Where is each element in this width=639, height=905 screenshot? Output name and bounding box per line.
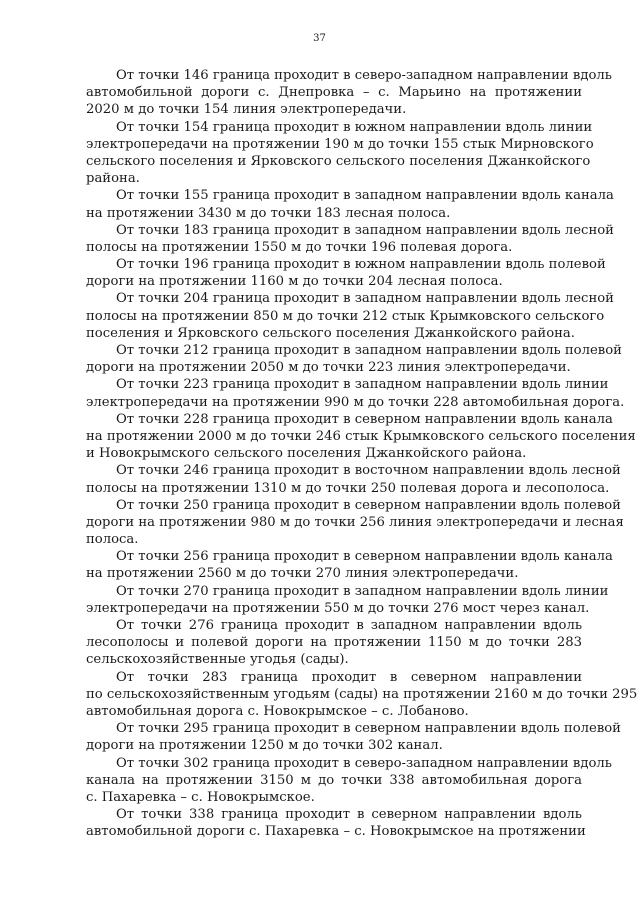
text-line: района. xyxy=(86,171,140,187)
text-line: От точки 250 граница проходит в северном направлении вдоль полевой xyxy=(116,497,621,513)
text-line: От точки 204 граница проходит в западном направлении вдоль лесной xyxy=(116,291,614,307)
text-line: От точки 146 граница проходит в северо-западном направлении вдоль xyxy=(116,68,612,83)
text-line: От точки 338 граница проходит в северном направлении вдоль xyxy=(116,807,582,823)
text-line: по сельскохозяйственным угодьям (сады) на протяжении 2160 м до точки 295 xyxy=(86,686,638,702)
page-number: 37 xyxy=(313,33,326,44)
text-line: От точки 212 граница проходит в западном направлении вдоль полевой xyxy=(116,343,622,358)
paragraph xyxy=(86,720,621,754)
text-line: От точки 256 граница проходит в северном направлении вдоль канала xyxy=(116,549,613,565)
paragraph xyxy=(86,806,586,840)
paragraph xyxy=(86,462,621,496)
text-line: От точки 223 граница проходит в западном направлении вдоль линии xyxy=(116,377,609,393)
paragraph xyxy=(86,290,614,342)
text-line: лесополосы и полевой дороги на протяжении 1150 м до точки 283 xyxy=(86,635,582,651)
text-line: на протяжении 2560 м до точки 270 линия электропередачи. xyxy=(86,566,519,582)
text-line: на протяжении 3430 м до точки 183 лесная полоса. xyxy=(86,205,451,221)
paragraph xyxy=(86,755,612,807)
text-line: полосы на протяжении 1310 м до точки 250 полевая дорога и лесополоса. xyxy=(86,480,610,496)
text-line: От точки 154 граница проходит в южном направлении вдоль линии xyxy=(116,119,593,135)
paragraph xyxy=(86,222,614,256)
paragraph xyxy=(86,669,638,721)
text-line: дороги на протяжении 1250 м до точки 302 канал. xyxy=(86,738,443,754)
text-line: От точки 246 граница проходит в восточном направлении вдоль лесной xyxy=(116,463,621,479)
document-body xyxy=(86,67,638,840)
text-line: От точки 276 граница проходит в западном направлении вдоль xyxy=(116,618,582,633)
text-line: автомобильной дороги с. Днепровка – с. Марьино на протяжении xyxy=(86,85,582,101)
paragraph xyxy=(86,67,612,119)
text-line: электропередачи на протяжении 990 м до точки 228 автомобильная дорога. xyxy=(86,394,625,410)
paragraph xyxy=(86,342,622,376)
text-line: От точки 183 граница проходит в западном направлении вдоль лесной xyxy=(116,222,614,238)
text-line: и Новокрымского сельского поселения Джанкойского района. xyxy=(86,446,527,462)
paragraph xyxy=(86,187,614,221)
paragraph xyxy=(86,256,606,290)
text-line: дороги на протяжении 980 м до точки 256 линия электропередачи и лесная xyxy=(86,514,624,530)
text-line: сельскохозяйственные угодья (сады). xyxy=(86,652,349,668)
paragraph xyxy=(86,411,636,463)
text-line: От точки 228 граница проходит в северном направлении вдоль канала xyxy=(116,411,613,427)
text-line: поселения и Ярковского сельского поселения Джанкойского района. xyxy=(86,325,575,341)
text-line: с. Пахаревка – с. Новокрымское. xyxy=(86,789,315,805)
text-line: От точки 295 граница проходит в северном направлении вдоль полевой xyxy=(116,721,621,737)
paragraph xyxy=(86,497,624,549)
paragraph xyxy=(86,548,613,582)
text-line: От точки 270 граница проходит в западном направлении вдоль линии xyxy=(116,583,609,599)
text-line: сельского поселения и Ярковского сельского поселения Джанкойского xyxy=(86,153,591,169)
paragraph xyxy=(86,376,625,410)
text-line: на протяжении 2000 м до точки 246 стык Крымковского сельского поселения xyxy=(86,428,636,444)
text-line: 2020 м до точки 154 линия электропередачи. xyxy=(86,102,407,118)
paragraph xyxy=(86,617,582,669)
text-line: полосы на протяжении 850 м до точки 212 стык Крымковского сельского xyxy=(86,308,605,324)
text-line: автомобильной дороги с. Пахаревка – с. Новокрымское на протяжении xyxy=(86,824,586,840)
paragraph xyxy=(86,119,594,188)
text-line: полоса. xyxy=(86,532,139,548)
text-line: От точки 283 граница проходит в северном направлении xyxy=(116,669,582,685)
text-line: электропередачи на протяжении 550 м до точки 276 мост через канал. xyxy=(86,600,590,616)
text-line: От точки 196 граница проходит в южном направлении вдоль полевой xyxy=(116,257,606,273)
paragraph xyxy=(86,583,609,617)
text-line: полосы на протяжении 1550 м до точки 196 полевая дорога. xyxy=(86,239,513,255)
text-line: электропередачи на протяжении 190 м до точки 155 стык Мирновского xyxy=(86,136,594,152)
text-line: дороги на протяжении 2050 м до точки 223 линия электропередачи. xyxy=(86,360,571,376)
text-line: автомобильная дорога с. Новокрымское – с. Лобаново. xyxy=(86,703,469,719)
text-line: канала на протяжении 3150 м до точки 338 автомобильная дорога xyxy=(86,772,582,788)
text-line: дороги на протяжении 1160 м до точки 204 лесная полоса. xyxy=(86,274,503,290)
text-line: От точки 302 граница проходит в северо-западном направлении вдоль xyxy=(116,755,612,771)
text-line: От точки 155 граница проходит в западном направлении вдоль канала xyxy=(116,188,614,204)
